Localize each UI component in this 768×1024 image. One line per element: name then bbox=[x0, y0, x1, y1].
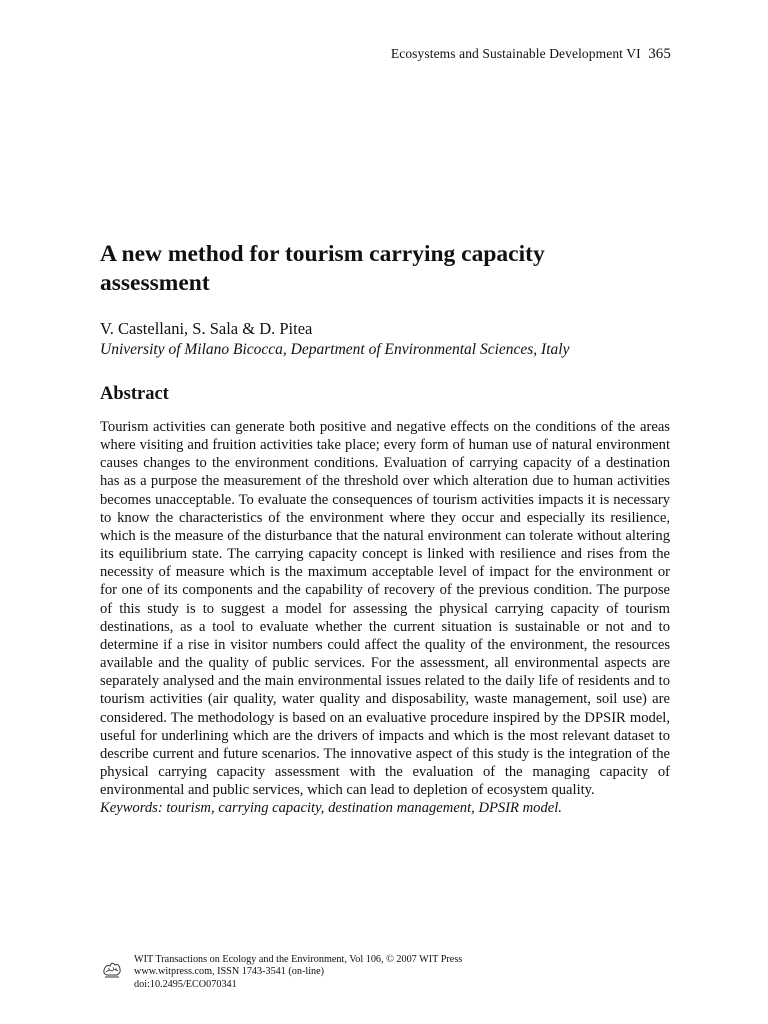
author-affiliation: University of Milano Bicocca, Department of Environmental Sciences, Italy bbox=[100, 341, 570, 358]
footer-line-doi: doi:10.2495/ECO070341 bbox=[134, 978, 237, 990]
page-footer bbox=[100, 954, 660, 994]
abstract-text: Tourism activities can generate both positive and negative effects on the conditions of the areas where visiting and fruition activities take place; every form of human use of natural environment causes changes to the environment conditions. Evaluation of carrying capacity of a destination has as a purpose the measurement of the threshold over which alteration due to human activities becomes unacceptable. To evaluate the consequences of tourism activities impacts it is necessary to know the characteristics of the environment where they occur and especially its resilience, which is the measure of the disturbance that the natural environment can tolerate without altering its equilibrium state. The carrying capacity concept is linked with resilience and rises from the necessity of measure which is the maximum acceptable level of impact for the environment or for one of its components and the capability of recovery of the previous condition. The purpose of this study is to suggest a model for assessing the physical carrying capacity of tourism destinations, as a tool to evaluate whether the current situation is sustainable or not and to determine if a rise in visitor numbers could affect the quality of the environment, the resources available and the quality of public services. For the assessment, all environmental aspects are separately analysed and the main environmental issues related to the daily life of residents and to tourism activities (air quality, water quality and disposability, waste management, soil use) are considered. The methodology is based on an evaluative procedure inspired by the DPSIR model, useful for underlining which are the drivers of impacts and which is the most relevant dataset to describe current and future scenarios. The innovative aspect of this study is the integration of the physical carrying capacity assessment with the evaluation of the managing capacity of environmental and public services, which can lead to depletion of ecosystem quality. bbox=[100, 419, 670, 799]
abstract-heading: Abstract bbox=[100, 384, 169, 404]
article-title: A new method for tourism carrying capacity assessment bbox=[100, 241, 545, 296]
footer-line-copyright: WIT Transactions on Ecology and the Environment, Vol 106, © 2007 WIT Press bbox=[134, 954, 463, 965]
running-header bbox=[391, 46, 671, 63]
article-body bbox=[100, 240, 670, 817]
footer-citation bbox=[134, 954, 462, 991]
keywords: Keywords: tourism, carrying capacity, destination management, DPSIR model. bbox=[100, 800, 562, 817]
page-number: 365 bbox=[648, 46, 671, 62]
journal-title: Ecosystems and Sustainable Development VI bbox=[390, 46, 641, 61]
wit-press-logo-icon bbox=[100, 956, 124, 980]
article-authors: V. Castellani, S. Sala & D. Pitea bbox=[100, 319, 313, 338]
footer-line-issn: www.witpress.com, ISSN 1743-3541 (on-line) bbox=[134, 966, 325, 978]
